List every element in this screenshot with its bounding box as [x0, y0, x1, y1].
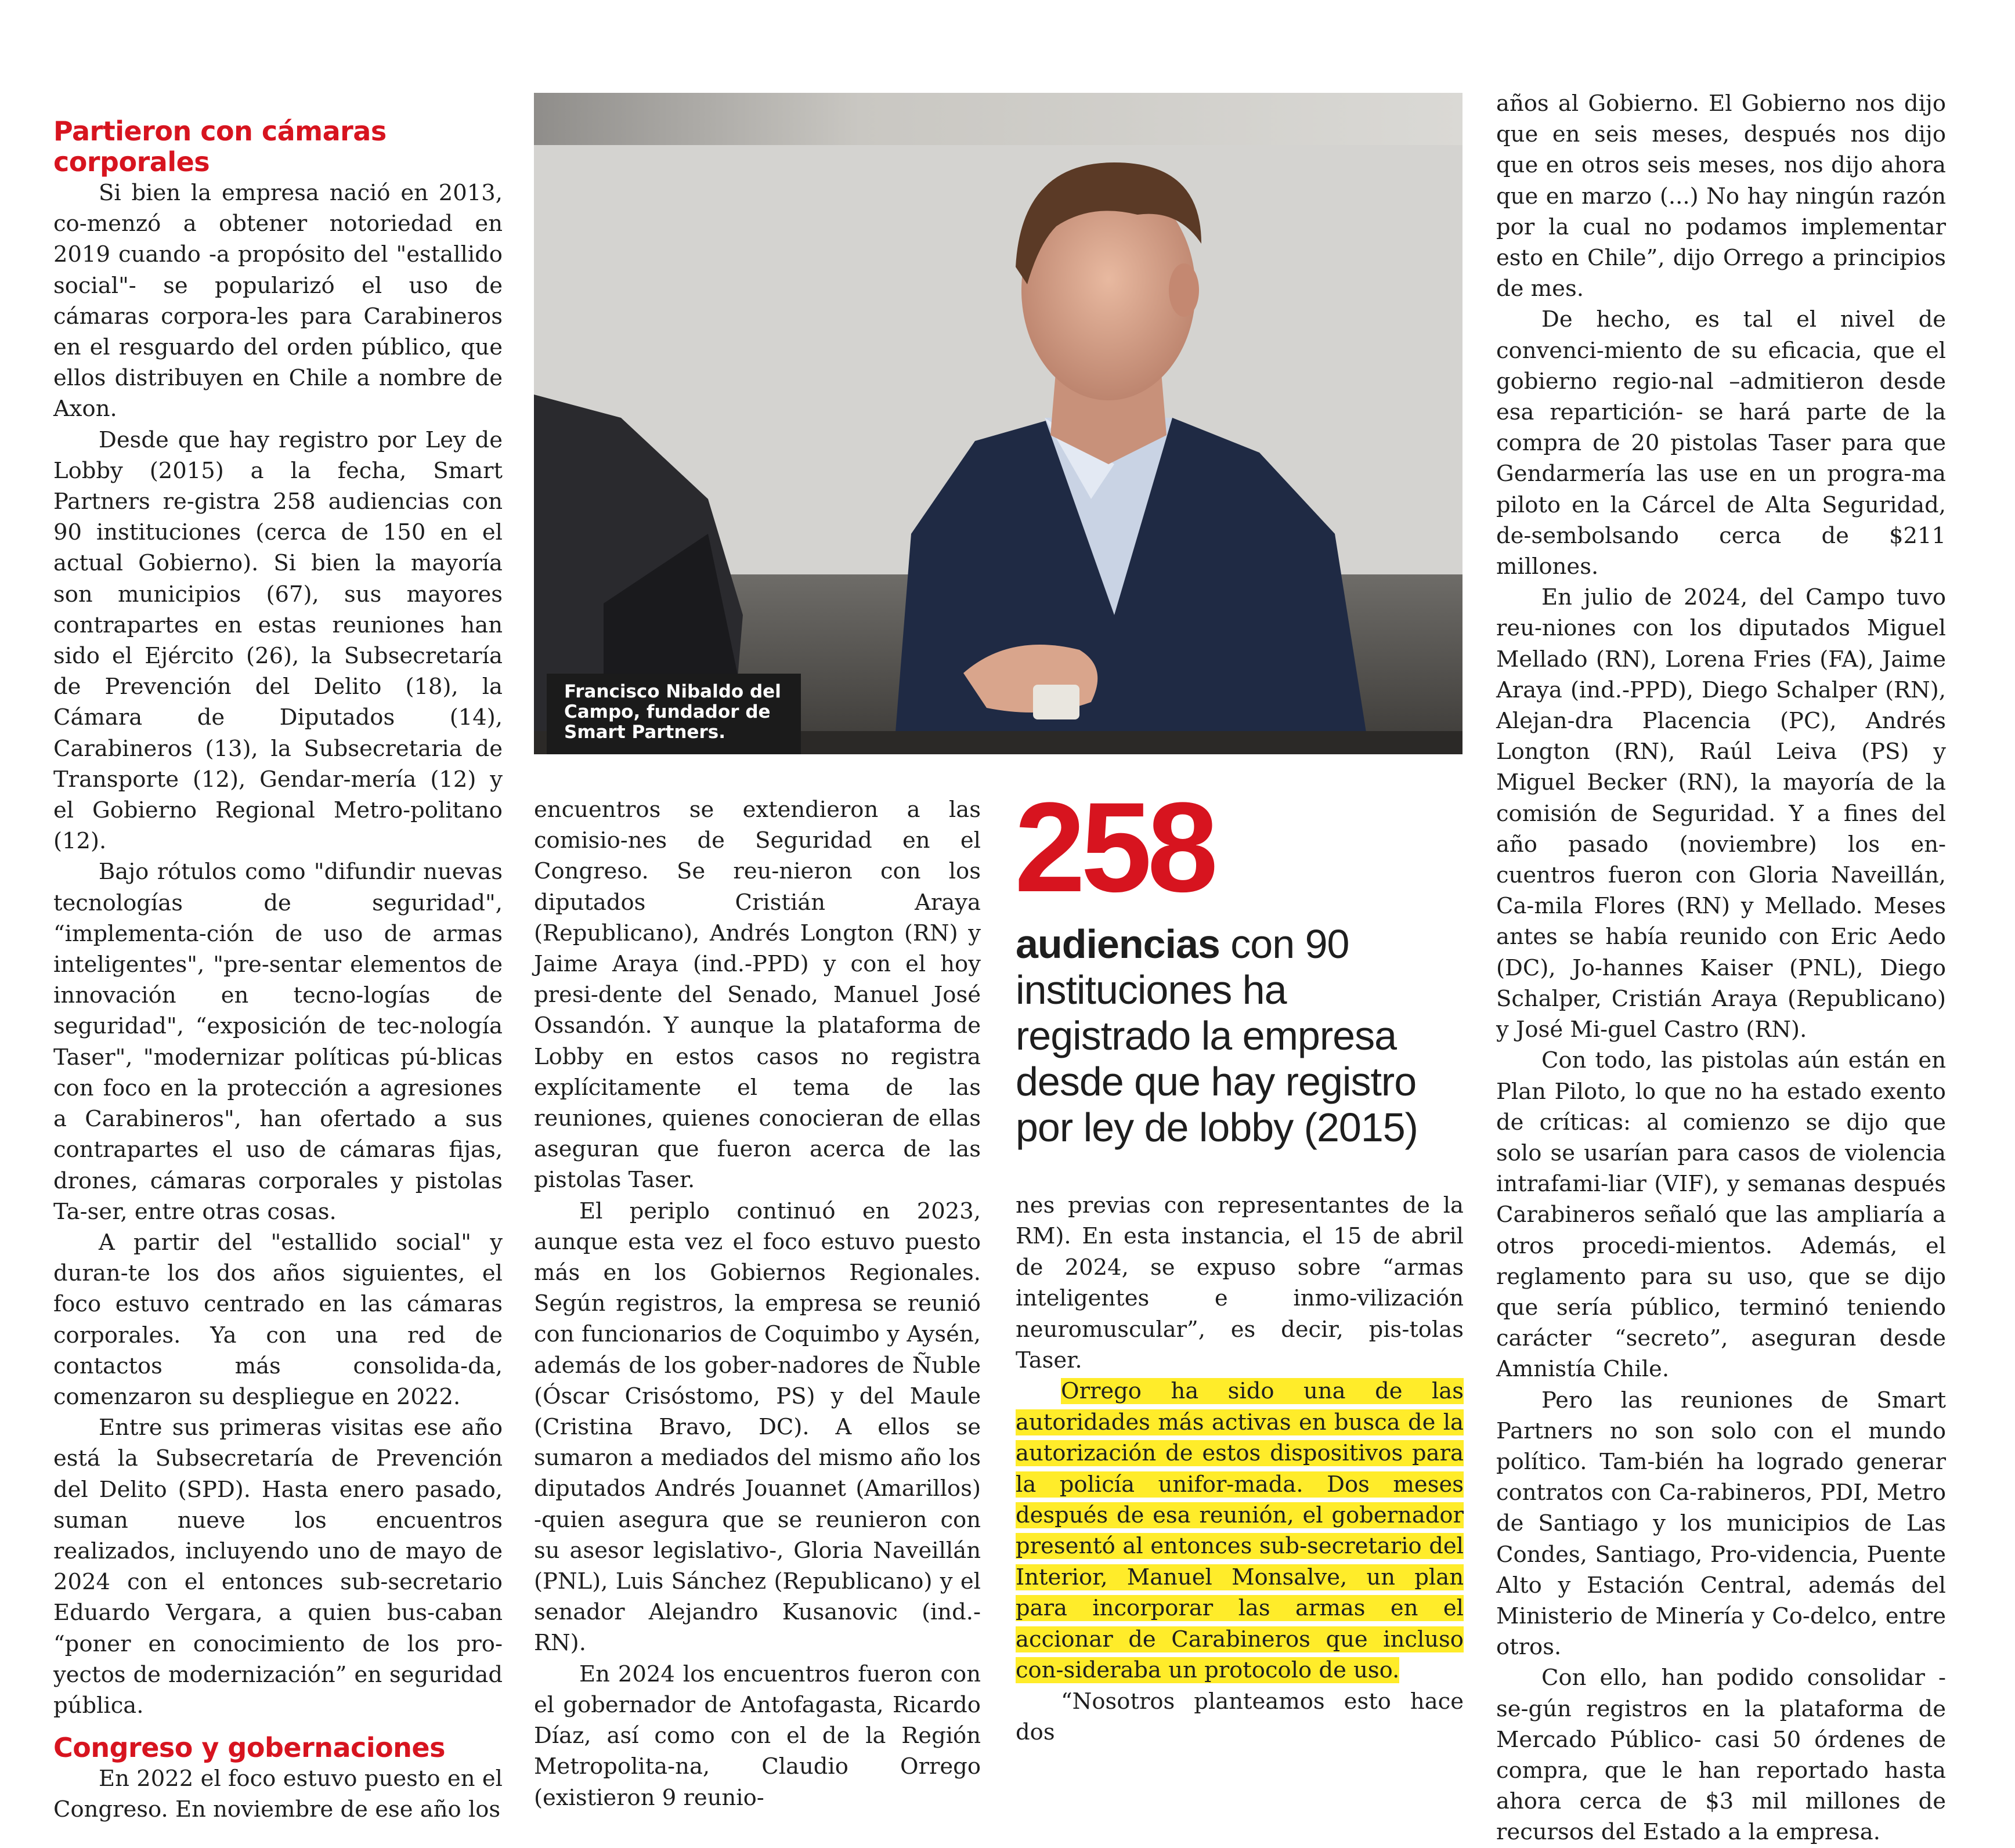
paragraph: En 2022 el foco estuvo puesto en el Congreso. En noviembre de ese año los: [53, 1766, 503, 1823]
paragraph: El periplo continuó en 2023, aunque esta vez el foco estuvo puesto más en los Gobiernos Regionales. Según registros, la empresa se reunió con funcionarios de Coquimbo y Aysén, además de los gober-nadores de Ñuble (Óscar Crisóstomo, PS) y del Maule (Cristina Bravo, DC). A ellos se sumaron a mediados del mismo año los diputados Andrés Jouannet (Amarillos) -quien asegura que se reunieron con su asesor legislativo-, Gloria Naveillán (PNL), Luis Sánchez (Republicano) y el senador Alejandro Kusanovic (ind.-RN).: [534, 1198, 981, 1657]
paragraph: En julio de 2024, del Campo tuvo reu-niones con los diputados Miguel Mellado (RN), Lorena Fries (FA), Jaime Araya (ind.-PPD), Diego Schalper (RN), Alejan-dra Placencia (PC), Andrés Longton (RN), Raúl Leiva (PS) y Miguel Becker (RN), la mayoría de la comisión de Seguridad. Y a fines del año pasado (noviembre) los en-cuentros fueron con Gloria Naveillán, Ca-mila Flores (RN) y Mellado. Meses antes se había reunido con Eric Aedo (DC), Jo-hannes Kaiser (PNL), Diego Schalper, Cristián Araya (Republicano) y José Mi-guel Castro (RN).: [1496, 584, 1946, 1043]
paragraph: Con ello, han podido consolidar -se-gún registros en la plataforma de Mercado Público- casi 50 órdenes de compra, que le han reportado hasta ahora cerca de $3 mil millones de recursos del Estado a la empresa.: [1496, 1665, 1946, 1846]
photo-caption: Francisco Nibaldo del Campo, fundador de Smart Partners.: [547, 674, 801, 754]
paragraph: De hecho, es tal el nivel de convenci-miento de su eficacia, que el gobierno regio-nal –admitieron desde esa repartición- se hará parte de la compra de 20 pistolas Taser para que Gendarmería las use en un progra-ma piloto en la Cárcel de Alta Seguridad, de-sembolsando cerca de $211 millones.: [1496, 306, 1946, 580]
photo-illustration: [534, 93, 1463, 754]
column-2: [534, 794, 981, 1813]
paragraph: Pero las reuniones de Smart Partners no son solo con el mundo político. Tam-bién ha logrado generar contratos con Ca-rabineros, PDI, Metro de Santiago y los municipios de Las Condes, Santiago, Pro-videncia, Puente Alto y Estación Central, además del Ministerio de Minería y Co-delco, entre otros.: [1496, 1387, 1946, 1661]
column-3: [1016, 1190, 1464, 1748]
paragraph: encuentros se extendieron a las comisio-nes de Seguridad en el Congreso. Se reu-nieron con los diputados Cristián Araya (Republicano), Andrés Longton (RN) y Jaime Araya (ind.-PPD) y con el hoy presi-dente del Senado, Manuel José Ossandón. Y aunque la plataforma de Lobby en estos casos no registra explícitamente el tema de las reuniones, quienes conocieran de ellas aseguran que fueron acerca de las pistolas Taser.: [534, 797, 981, 1194]
highlight: Orrego ha sido una de las autoridades más activas en busca de la autorización de estos dispositivos para la policía unifor-mada. Dos meses después de esa reunión, el gobernador presentó al entonces sub-secretario del Interior, Manuel Monsalve, un plan para incorporar las armas en el accionar de Carabineros que incluso con-sideraba un protocolo de uso.: [1016, 1378, 1464, 1684]
article-photo: [534, 93, 1463, 754]
paragraph: Entre sus primeras visitas ese año está la Subsecretaría de Prevención del Delito (SPD). Hasta enero pasado, suman nueve los encuentros realizados, incluyendo uno de mayo de 2024 con el entonces sub-secretario Eduardo Vergara, a quien bus-caban “poner en conocimiento de los pro-yectos de modernización” en seguridad pública.: [53, 1415, 503, 1719]
column-1: [53, 116, 503, 1825]
stat-number: 258: [1014, 776, 1214, 918]
subhead-camaras-corporales: Partieron con cámaras corporales: [53, 115, 387, 178]
paragraph: A partir del "estallido social" y duran-te los dos años siguientes, el foco estuvo centrado en las cámaras corporales. Ya con una red de contactos más consolida-da, comenzaron su despliegue en 2022.: [53, 1229, 503, 1410]
paragraph: años al Gobierno. El Gobierno nos dijo que en seis meses, después nos dijo que en otros seis meses, nos dijo ahora que en marzo (...) No hay ningún razón por la cual no podamos implementar esto en Chile”, dijo Orrego a principios de mes.: [1496, 91, 1946, 302]
stat-description: [1016, 921, 1457, 1151]
paragraph: Desde que hay registro por Ley de Lobby (2015) a la fecha, Smart Partners re-gistra 258 audiencias con 90 instituciones (cerca de 150 en el actual Gobierno). Si bien la mayoría son municipios (67), sus mayores contrapartes en estas reuniones han sido el Ejército (26), la Subsecretaría de Prevención del Delito (18), la Cámara de Diputados (14), Carabineros (13), la Subsecretaria de Transporte (12), Gendar-mería (12) y el Gobierno Regional Metro-politano (12).: [53, 426, 503, 855]
paragraph: Bajo rótulos como "difundir nuevas tecnologías de seguridad", “implementa-ción de uso de armas inteligentes", "pre-sentar elementos de innovación en tecno-logías de seguridad", “exposición de tec-nología Taser", "modernizar políticas pú-blicas con foco en la protección a agresiones a Carabineros", han ofertado a sus contrapartes el uso de cámaras fijas, drones, cámaras corporales y pistolas Ta-ser, entre otras cosas.: [53, 859, 503, 1225]
paragraph: Con todo, las pistolas aún están en Plan Piloto, lo que no ha estado exento de críticas: al comienzo se dijo que solo se usarían para casos de violencia intrafami-liar (VIF), y semanas después Carabineros señaló que las ampliaría a otros procedi-mientos. Además, el reglamento para su uso, que se dijo que sería público, terminó teniendo carácter “secreto”, aseguran desde Amnistía Chile.: [1496, 1047, 1946, 1383]
paragraph: “Nosotros planteamos esto hace dos: [1016, 1688, 1464, 1745]
paragraph: Si bien la empresa nació en 2013, co-menzó a obtener notoriedad en 2019 cuando -a propósito del "estallido social"- se popularizó el uso de cámaras corpora-les para Carabineros en el resguardo del orden público, que ellos distribuyen en Chile a nombre de Axon.: [53, 180, 503, 422]
paragraph: En 2024 los encuentros fueron con el gobernador de Antofagasta, Ricardo Díaz, así como con el de la Región Metropolita-na, Claudio Orrego (existieron 9 reunio-: [534, 1661, 981, 1811]
paragraph: nes previas con representantes de la RM). En esta instancia, el 15 de abril de 2024, se expuso sobre “armas inteligentes e inmo-vilización neuromuscular”, es decir, pis-tolas Taser.: [1016, 1192, 1464, 1374]
column-4: [1496, 88, 1946, 1848]
stat-text-rest: con 90 instituciones ha registrado la empresa desde que hay registro por ley de lobby (2015): [1016, 921, 1418, 1150]
subhead-congreso-gobernaciones: Congreso y gobernaciones: [53, 1732, 446, 1764]
stat-bold-word: audiencias: [1016, 921, 1220, 967]
highlighted-paragraph: [1016, 1376, 1464, 1686]
